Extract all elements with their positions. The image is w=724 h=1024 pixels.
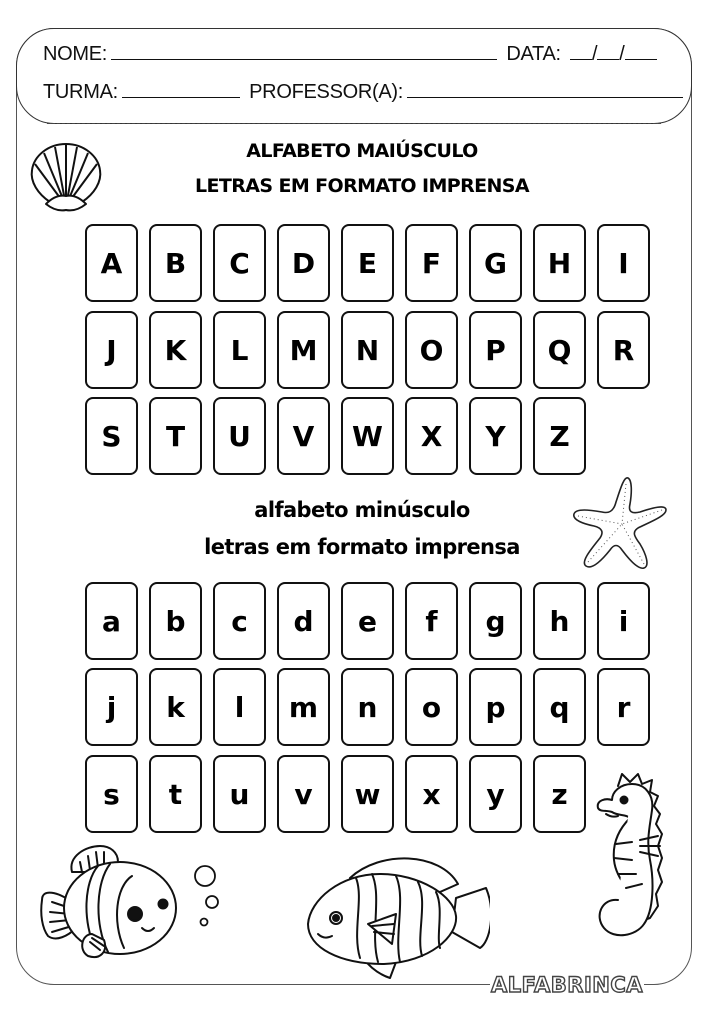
professor-field[interactable] (407, 79, 683, 98)
letter-card: H (533, 224, 586, 302)
letter-card: b (149, 582, 202, 660)
letter-card: h (533, 582, 586, 660)
turma-label: TURMA: (43, 81, 118, 103)
letter-card: G (469, 224, 522, 302)
alfabrinca-logo: ALFABRINCA (490, 970, 644, 1000)
letter-card: U (213, 397, 266, 475)
student-info-header (16, 28, 692, 124)
year-field[interactable] (625, 41, 657, 60)
letter-card: V (277, 397, 330, 475)
letter-card: E (341, 224, 394, 302)
letter-card: p (469, 668, 522, 746)
letter-card: q (533, 668, 586, 746)
letter-card: N (341, 311, 394, 389)
nome-field[interactable] (111, 41, 497, 60)
letter-card: Z (533, 397, 586, 475)
letter-card: d (277, 582, 330, 660)
letter-card: S (85, 397, 138, 475)
uppercase-title: ALFABETO MAIÚSCULO (246, 140, 478, 162)
letter-card: o (405, 668, 458, 746)
lowercase-subtitle: letras em formato imprensa (204, 535, 520, 559)
seahorse-icon (592, 770, 672, 950)
nome-label: NOME: (43, 43, 108, 65)
letter-card: f (405, 582, 458, 660)
lowercase-title: alfabeto minúsculo (254, 498, 470, 522)
letter-card: I (597, 224, 650, 302)
letter-card: X (405, 397, 458, 475)
letter-card: K (149, 311, 202, 389)
letter-card: t (149, 755, 202, 833)
letter-card: B (149, 224, 202, 302)
letter-card: l (213, 668, 266, 746)
letter-card: T (149, 397, 202, 475)
letter-card: A (85, 224, 138, 302)
bubbles-icon (190, 862, 226, 932)
name-date-line (43, 41, 661, 66)
letter-card: j (85, 668, 138, 746)
letter-card: m (277, 668, 330, 746)
letter-card: n (341, 668, 394, 746)
letter-card: v (277, 755, 330, 833)
letter-card: W (341, 397, 394, 475)
letter-card: y (469, 755, 522, 833)
letter-card: z (533, 755, 586, 833)
letter-card: R (597, 311, 650, 389)
letter-card: P (469, 311, 522, 389)
month-field[interactable] (597, 41, 619, 60)
letter-card: L (213, 311, 266, 389)
starfish-icon (570, 474, 670, 574)
letter-card: e (341, 582, 394, 660)
letter-card: a (85, 582, 138, 660)
data-label: DATA: (506, 43, 561, 65)
clownfish-icon (38, 842, 188, 962)
day-field[interactable] (570, 41, 592, 60)
letter-card: s (85, 755, 138, 833)
date-separator: / (592, 43, 598, 65)
letter-card: C (213, 224, 266, 302)
letter-card: w (341, 755, 394, 833)
letter-card: F (405, 224, 458, 302)
letter-card: k (149, 668, 202, 746)
letter-card: O (405, 311, 458, 389)
uppercase-subtitle: LETRAS EM FORMATO IMPRENSA (194, 175, 529, 197)
letter-card: i (597, 582, 650, 660)
letter-card: Y (469, 397, 522, 475)
letter-card: r (597, 668, 650, 746)
letter-card: x (405, 755, 458, 833)
class-teacher-line (43, 79, 687, 104)
letter-card: M (277, 311, 330, 389)
letter-card: D (277, 224, 330, 302)
turma-field[interactable] (122, 79, 240, 98)
professor-label: PROFESSOR(A): (249, 81, 404, 103)
letter-card: u (213, 755, 266, 833)
letter-card: g (469, 582, 522, 660)
letter-card: c (213, 582, 266, 660)
striped-fish-icon (300, 852, 490, 982)
letter-card: Q (533, 311, 586, 389)
letter-card: J (85, 311, 138, 389)
date-separator: / (619, 43, 625, 65)
